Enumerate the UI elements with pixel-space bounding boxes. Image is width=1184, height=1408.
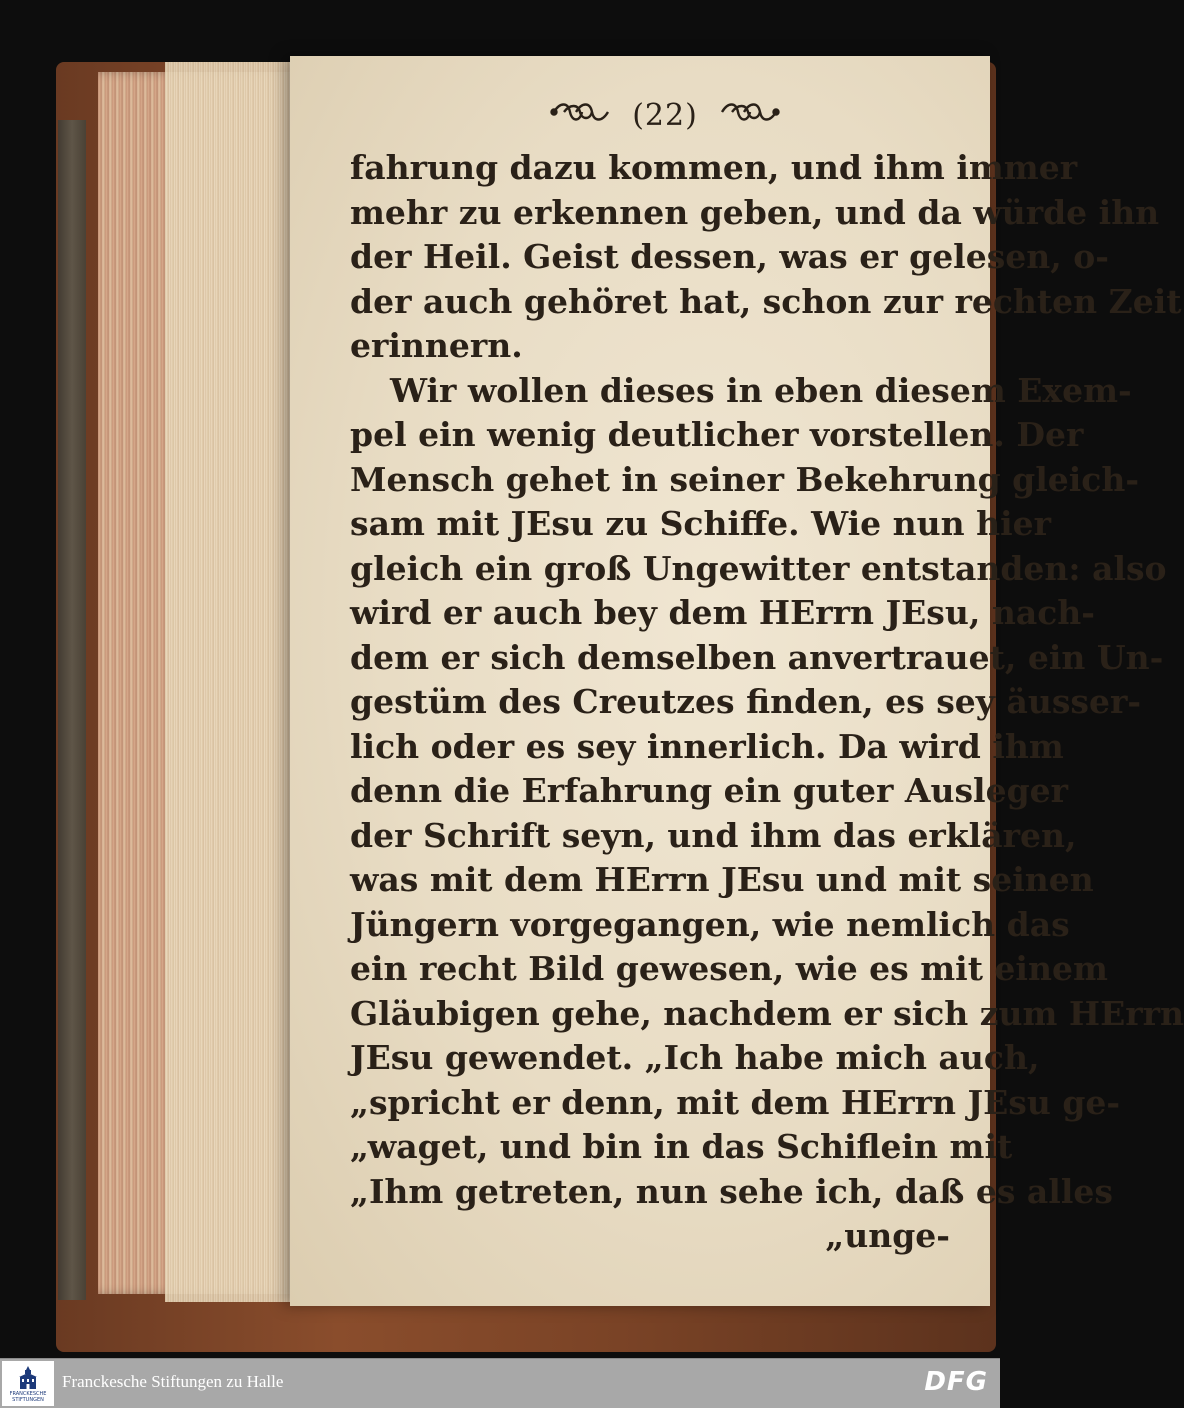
text-line: der Schrift seyn, und ihm das erklären, bbox=[350, 815, 1077, 855]
page-number: (22) bbox=[632, 97, 698, 133]
worn-cover-edge bbox=[58, 120, 86, 1300]
text-line: „Ihm getreten, nun sehe ich, daß es alles bbox=[350, 1171, 1113, 1211]
logo-caption-2: STIFTUNGEN bbox=[12, 1396, 44, 1403]
page-block-inner-edges bbox=[165, 62, 295, 1302]
text-line: JEsu gewendet. „Ich habe mich auch, bbox=[350, 1038, 1040, 1077]
text-line: was mit dem HErrn JEsu und mit seinen bbox=[350, 860, 1094, 899]
text-line: denn die Erfahrung ein guter Ausleger bbox=[350, 771, 1069, 810]
left-ornament-icon bbox=[550, 99, 612, 132]
text-line: Wir wollen dieses in eben diesem Exem- bbox=[390, 370, 1132, 410]
page-text bbox=[350, 146, 1184, 1259]
text-line: gleich ein groß Ungewitter entstanden: also bbox=[350, 548, 1167, 588]
text-line: mehr zu erkennen geben, und da würde ihn bbox=[350, 192, 1160, 232]
text-line: der auch gehöret hat, schon zur rechten Zeit bbox=[350, 281, 1182, 321]
viewer-footer bbox=[0, 1358, 1000, 1408]
text-line: wird er auch bey dem HErrn JEsu, nach- bbox=[350, 593, 1095, 632]
text-line: „spricht er denn, mit dem HErrn JEsu ge- bbox=[350, 1082, 1121, 1122]
text-line: erinnern. bbox=[350, 326, 523, 365]
text-line: der Heil. Geist dessen, was er gelesen, o- bbox=[350, 237, 1109, 276]
page-header bbox=[540, 96, 790, 133]
text-line: sam mit JEsu zu Schiffe. Wie nun hier bbox=[350, 504, 1051, 543]
text-line: pel ein wenig deutlicher vorstellen. Der bbox=[350, 415, 1084, 454]
book-page bbox=[290, 56, 1184, 1306]
institution-logo[interactable] bbox=[2, 1361, 54, 1406]
text-line: Jüngern vorgegangen, wie nemlich das bbox=[350, 904, 1070, 944]
logo-caption-1: FRANCKESCHE bbox=[9, 1390, 47, 1397]
text-line: gestüm des Creutzes finden, es sey äusser- bbox=[350, 682, 1142, 721]
institution-name[interactable]: Franckesche Stiftungen zu Halle bbox=[62, 1372, 284, 1391]
text-line: Gläubigen gehe, nachdem er sich zum HErrn bbox=[350, 993, 1184, 1033]
right-ornament-icon bbox=[718, 99, 780, 132]
catchword: „unge- bbox=[825, 1216, 950, 1255]
text-line: Mensch gehet in seiner Bekehrung gleich- bbox=[350, 459, 1140, 499]
text-line: fahrung dazu kommen, und ihm immer bbox=[350, 148, 1078, 187]
dfg-logo[interactable]: DFG bbox=[924, 1367, 988, 1397]
orphanage-building-icon bbox=[17, 1365, 39, 1391]
text-line: lich oder es sey innerlich. Da wird ihm bbox=[350, 726, 1064, 766]
text-line: dem er sich demselben anvertrauet, ein Un- bbox=[350, 637, 1164, 677]
text-line: ein recht Bild gewesen, wie es mit einem bbox=[350, 949, 1108, 988]
text-line: „waget, und bin in das Schiflein mit bbox=[350, 1127, 1013, 1166]
